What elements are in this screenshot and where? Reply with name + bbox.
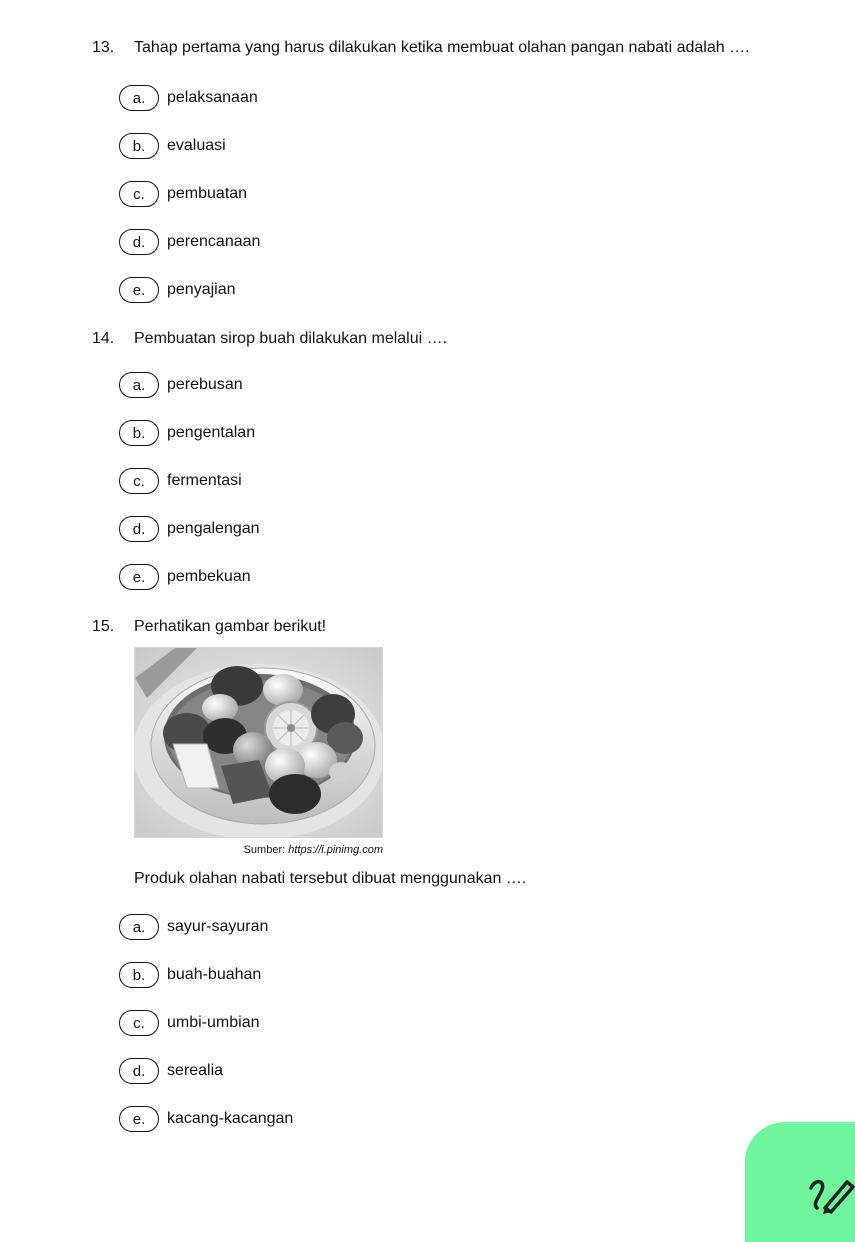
question-text: Tahap pertama yang harus dilakukan ketika membuat olahan pangan nabati adalah …. [134,39,750,56]
q13-option-b[interactable] [119,133,226,159]
option-text: pengalengan [167,520,260,537]
q13-option-c[interactable] [119,181,247,207]
option-letter: d. [119,516,159,542]
q14-option-a[interactable] [119,372,243,398]
option-letter: c. [119,181,159,207]
option-text: evaluasi [167,137,226,154]
option-letter: c. [119,1010,159,1036]
question-13-header [92,38,750,58]
question-15-subtext: Produk olahan nabati tersebut dibuat menggunakan …. [134,870,527,887]
q13-option-a[interactable] [119,85,258,111]
q15-option-a[interactable] [119,914,268,940]
q14-option-e[interactable] [119,564,251,590]
question-text: Pembuatan sirop buah dilakukan melalui …. [134,330,448,347]
option-text: pelaksanaan [167,89,258,106]
q13-option-e[interactable] [119,277,236,303]
q15-option-c[interactable] [119,1010,259,1036]
option-letter: d. [119,229,159,255]
q14-option-d[interactable] [119,516,260,542]
question-number: 13. [92,39,115,56]
option-text: penyajian [167,281,236,298]
option-text: pengentalan [167,424,256,441]
option-text: pembekuan [167,568,251,585]
option-letter: b. [119,133,159,159]
question-14-header [92,329,447,349]
fruit-bowl-image [134,647,383,838]
q13-option-d[interactable] [119,229,260,255]
q15-option-b[interactable] [119,962,261,988]
question-number: 15. [92,618,115,635]
q14-option-c[interactable] [119,468,242,494]
caption-prefix: Sumber: [243,844,289,856]
question-number: 14. [92,330,115,347]
caption-url: https://i.pinimg.com [288,844,383,856]
option-letter: e. [119,1106,159,1132]
pencil-icon [805,1174,855,1214]
option-text: umbi-umbian [167,1014,260,1031]
option-letter: b. [119,420,159,446]
option-letter: a. [119,372,159,398]
option-text: kacang-kacangan [167,1110,294,1127]
annotate-button[interactable] [745,1122,855,1242]
q15-option-e[interactable] [119,1106,293,1132]
option-letter: e. [119,277,159,303]
image-caption [134,843,383,857]
option-letter: a. [119,85,159,111]
option-text: perebusan [167,376,243,393]
option-letter: b. [119,962,159,988]
option-text: pembuatan [167,185,248,202]
q14-option-b[interactable] [119,420,255,446]
question-text: Perhatikan gambar berikut! [134,618,327,635]
option-text: sayur-sayuran [167,918,269,935]
option-text: serealia [167,1062,224,1079]
option-letter: a. [119,914,159,940]
option-text: fermentasi [167,472,242,489]
option-text: perencanaan [167,233,261,250]
option-letter: e. [119,564,159,590]
option-letter: d. [119,1058,159,1084]
question-15-header [92,617,326,637]
option-letter: c. [119,468,159,494]
q15-option-d[interactable] [119,1058,223,1084]
option-text: buah-buahan [167,966,262,983]
